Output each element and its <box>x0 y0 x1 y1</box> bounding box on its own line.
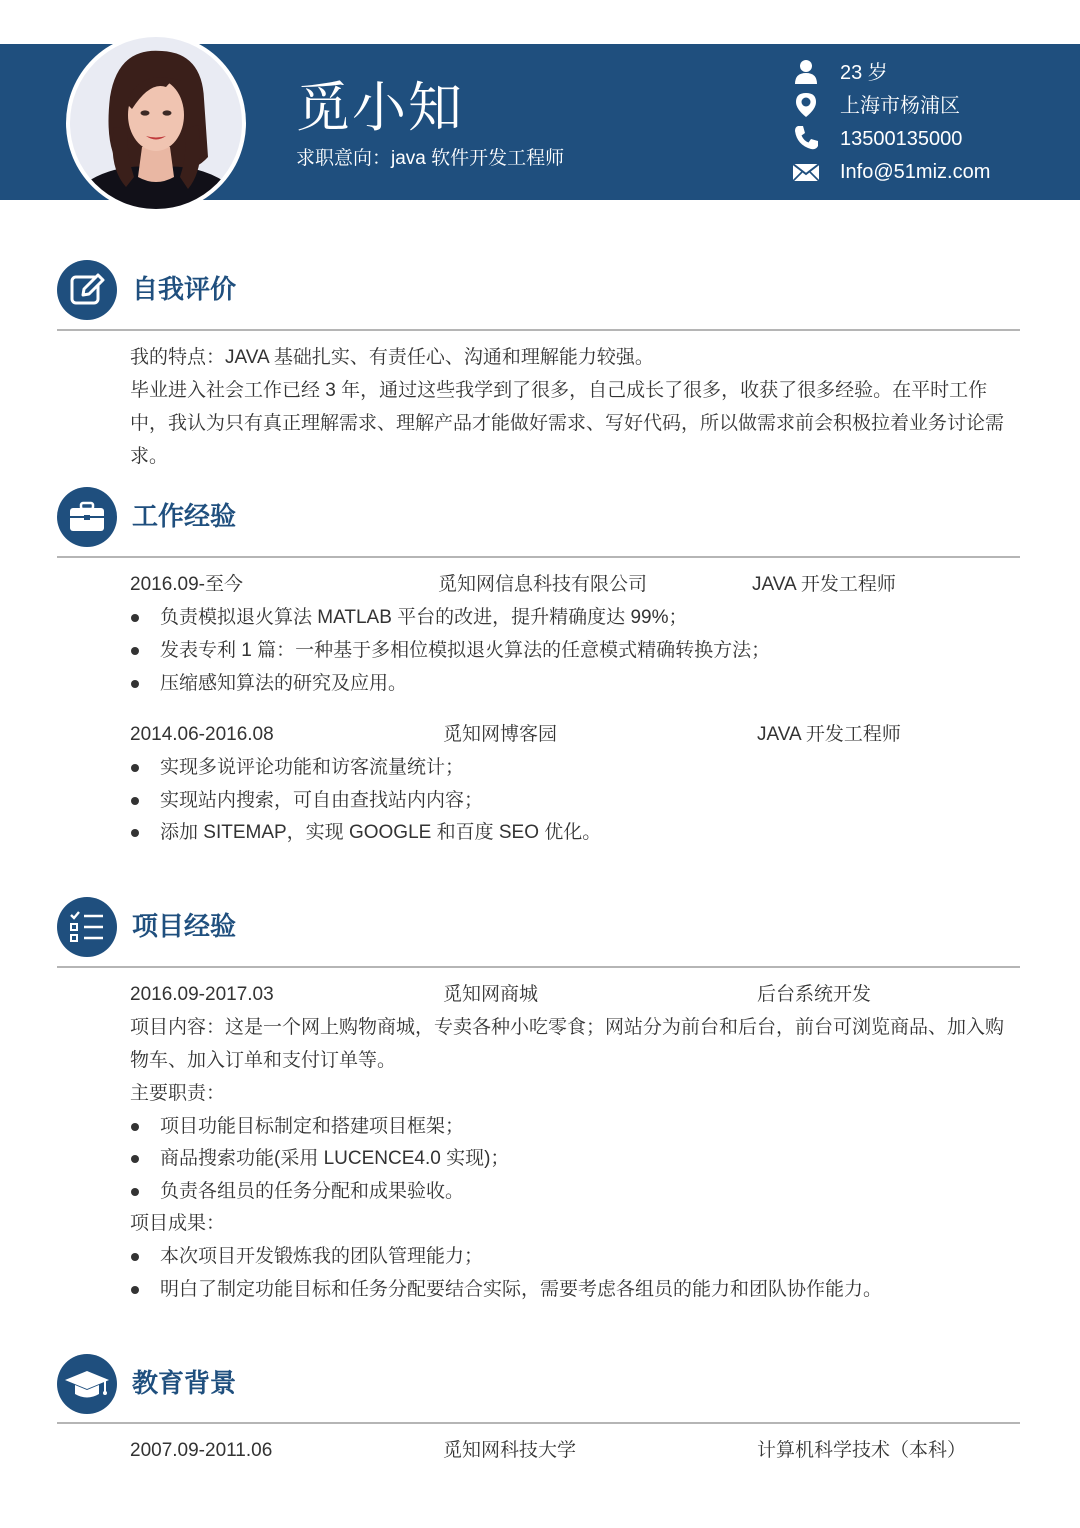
project-content: 项目内容：这是一个网上购物商城，专卖各种小吃零食；网站分为前台和后台，前台可浏览商品、加入购物车、加入订单和支付订单等。 <box>130 1017 1005 1071</box>
education-major: 计算机科学技术（本科） <box>757 1440 967 1461</box>
list-item: 发表专利 1 篇：一种基于多相位模拟退火算法的任意模式精确转换方法； <box>130 634 740 667</box>
list-item: 本次项目开发锻炼我的团队管理能力； <box>130 1240 453 1273</box>
job-role: JAVA 开发工程师 <box>757 724 901 745</box>
project-period: 2016.09-2017.03 <box>130 984 274 1005</box>
phone-text: 13500135000 <box>840 128 963 150</box>
job-company: 觅知网信息科技有限公司 <box>438 574 648 595</box>
results-label: 项目成果： <box>130 1213 226 1234</box>
list-item: 项目功能目标制定和搭建项目框架； <box>130 1110 434 1143</box>
email-text: Info@51miz.com <box>840 161 991 183</box>
project-title: 项目经验 <box>132 911 237 941</box>
project-name: 觅知网商城 <box>443 984 539 1005</box>
job-period: 2016.09-至今 <box>130 574 244 595</box>
location-pin-icon <box>792 91 820 119</box>
list-item: 商品搜索功能(采用 LUCENCE4.0 实现)； <box>130 1142 479 1175</box>
location-text: 上海市杨浦区 <box>840 95 960 117</box>
checklist-icon <box>57 897 117 957</box>
edit-icon <box>57 260 117 320</box>
list-item: 负责各组员的任务分配和成果验收。 <box>130 1175 434 1208</box>
section-divider <box>57 966 1020 968</box>
phone-icon <box>792 124 820 152</box>
job-intent: 求职意向：java 软件开发工程师 <box>296 148 565 169</box>
briefcase-icon <box>57 487 117 547</box>
profile-photo <box>70 37 242 209</box>
age-text: 23 岁 <box>840 62 888 84</box>
education-period: 2007.09-2011.06 <box>130 1440 273 1461</box>
self-eval-section-icon <box>57 260 117 320</box>
self-eval-line: 我的特点：JAVA 基础扎实、有责任心、沟通和理解能力较强。 <box>130 347 654 368</box>
candidate-name: 觅小知 <box>296 78 464 138</box>
list-item: 负责模拟退火算法 MATLAB 平台的改进，提升精确度达 99%； <box>130 601 657 634</box>
list-item: 明白了制定功能目标和任务分配要结合实际，需要考虑各组员的能力和团队协作能力。 <box>130 1273 852 1306</box>
project-role: 后台系统开发 <box>757 984 872 1005</box>
list-item: 实现多说评论功能和访客流量统计； <box>130 751 434 784</box>
graduation-cap-icon <box>57 1354 117 1414</box>
job-role: JAVA 开发工程师 <box>752 574 896 595</box>
education-section-icon <box>57 1354 117 1414</box>
education-title: 教育背景 <box>132 1368 237 1398</box>
avatar <box>66 33 246 213</box>
project-section-icon <box>57 897 117 957</box>
mail-icon <box>792 157 820 185</box>
list-item: 实现站内搜索，可自由查找站内内容； <box>130 784 453 817</box>
person-icon <box>792 58 820 86</box>
job-company: 觅知网博客园 <box>443 724 558 745</box>
work-section-icon <box>57 487 117 547</box>
job-period: 2014.06-2016.08 <box>130 724 274 745</box>
work-title: 工作经验 <box>132 501 237 531</box>
education-school: 觅知网科技大学 <box>443 1440 577 1461</box>
list-item: 压缩感知算法的研究及应用。 <box>130 667 377 700</box>
section-divider <box>57 1422 1020 1424</box>
section-divider <box>57 329 1020 331</box>
list-item: 添加 SITEMAP，实现 GOOGLE 和百度 SEO 优化。 <box>130 816 571 849</box>
section-divider <box>57 556 1020 558</box>
duties-label: 主要职责： <box>130 1083 226 1104</box>
self-eval-title: 自我评价 <box>132 274 237 304</box>
self-eval-paragraph: 毕业进入社会工作已经 3 年，通过这些我学到了很多，自己成长了很多，收获了很多经验。在平时工作中，我认为只有真正理解需求、理解产品才能做好需求、写好代码，所以做需求前会积极拉着业务讨论需求。 <box>130 380 1005 467</box>
